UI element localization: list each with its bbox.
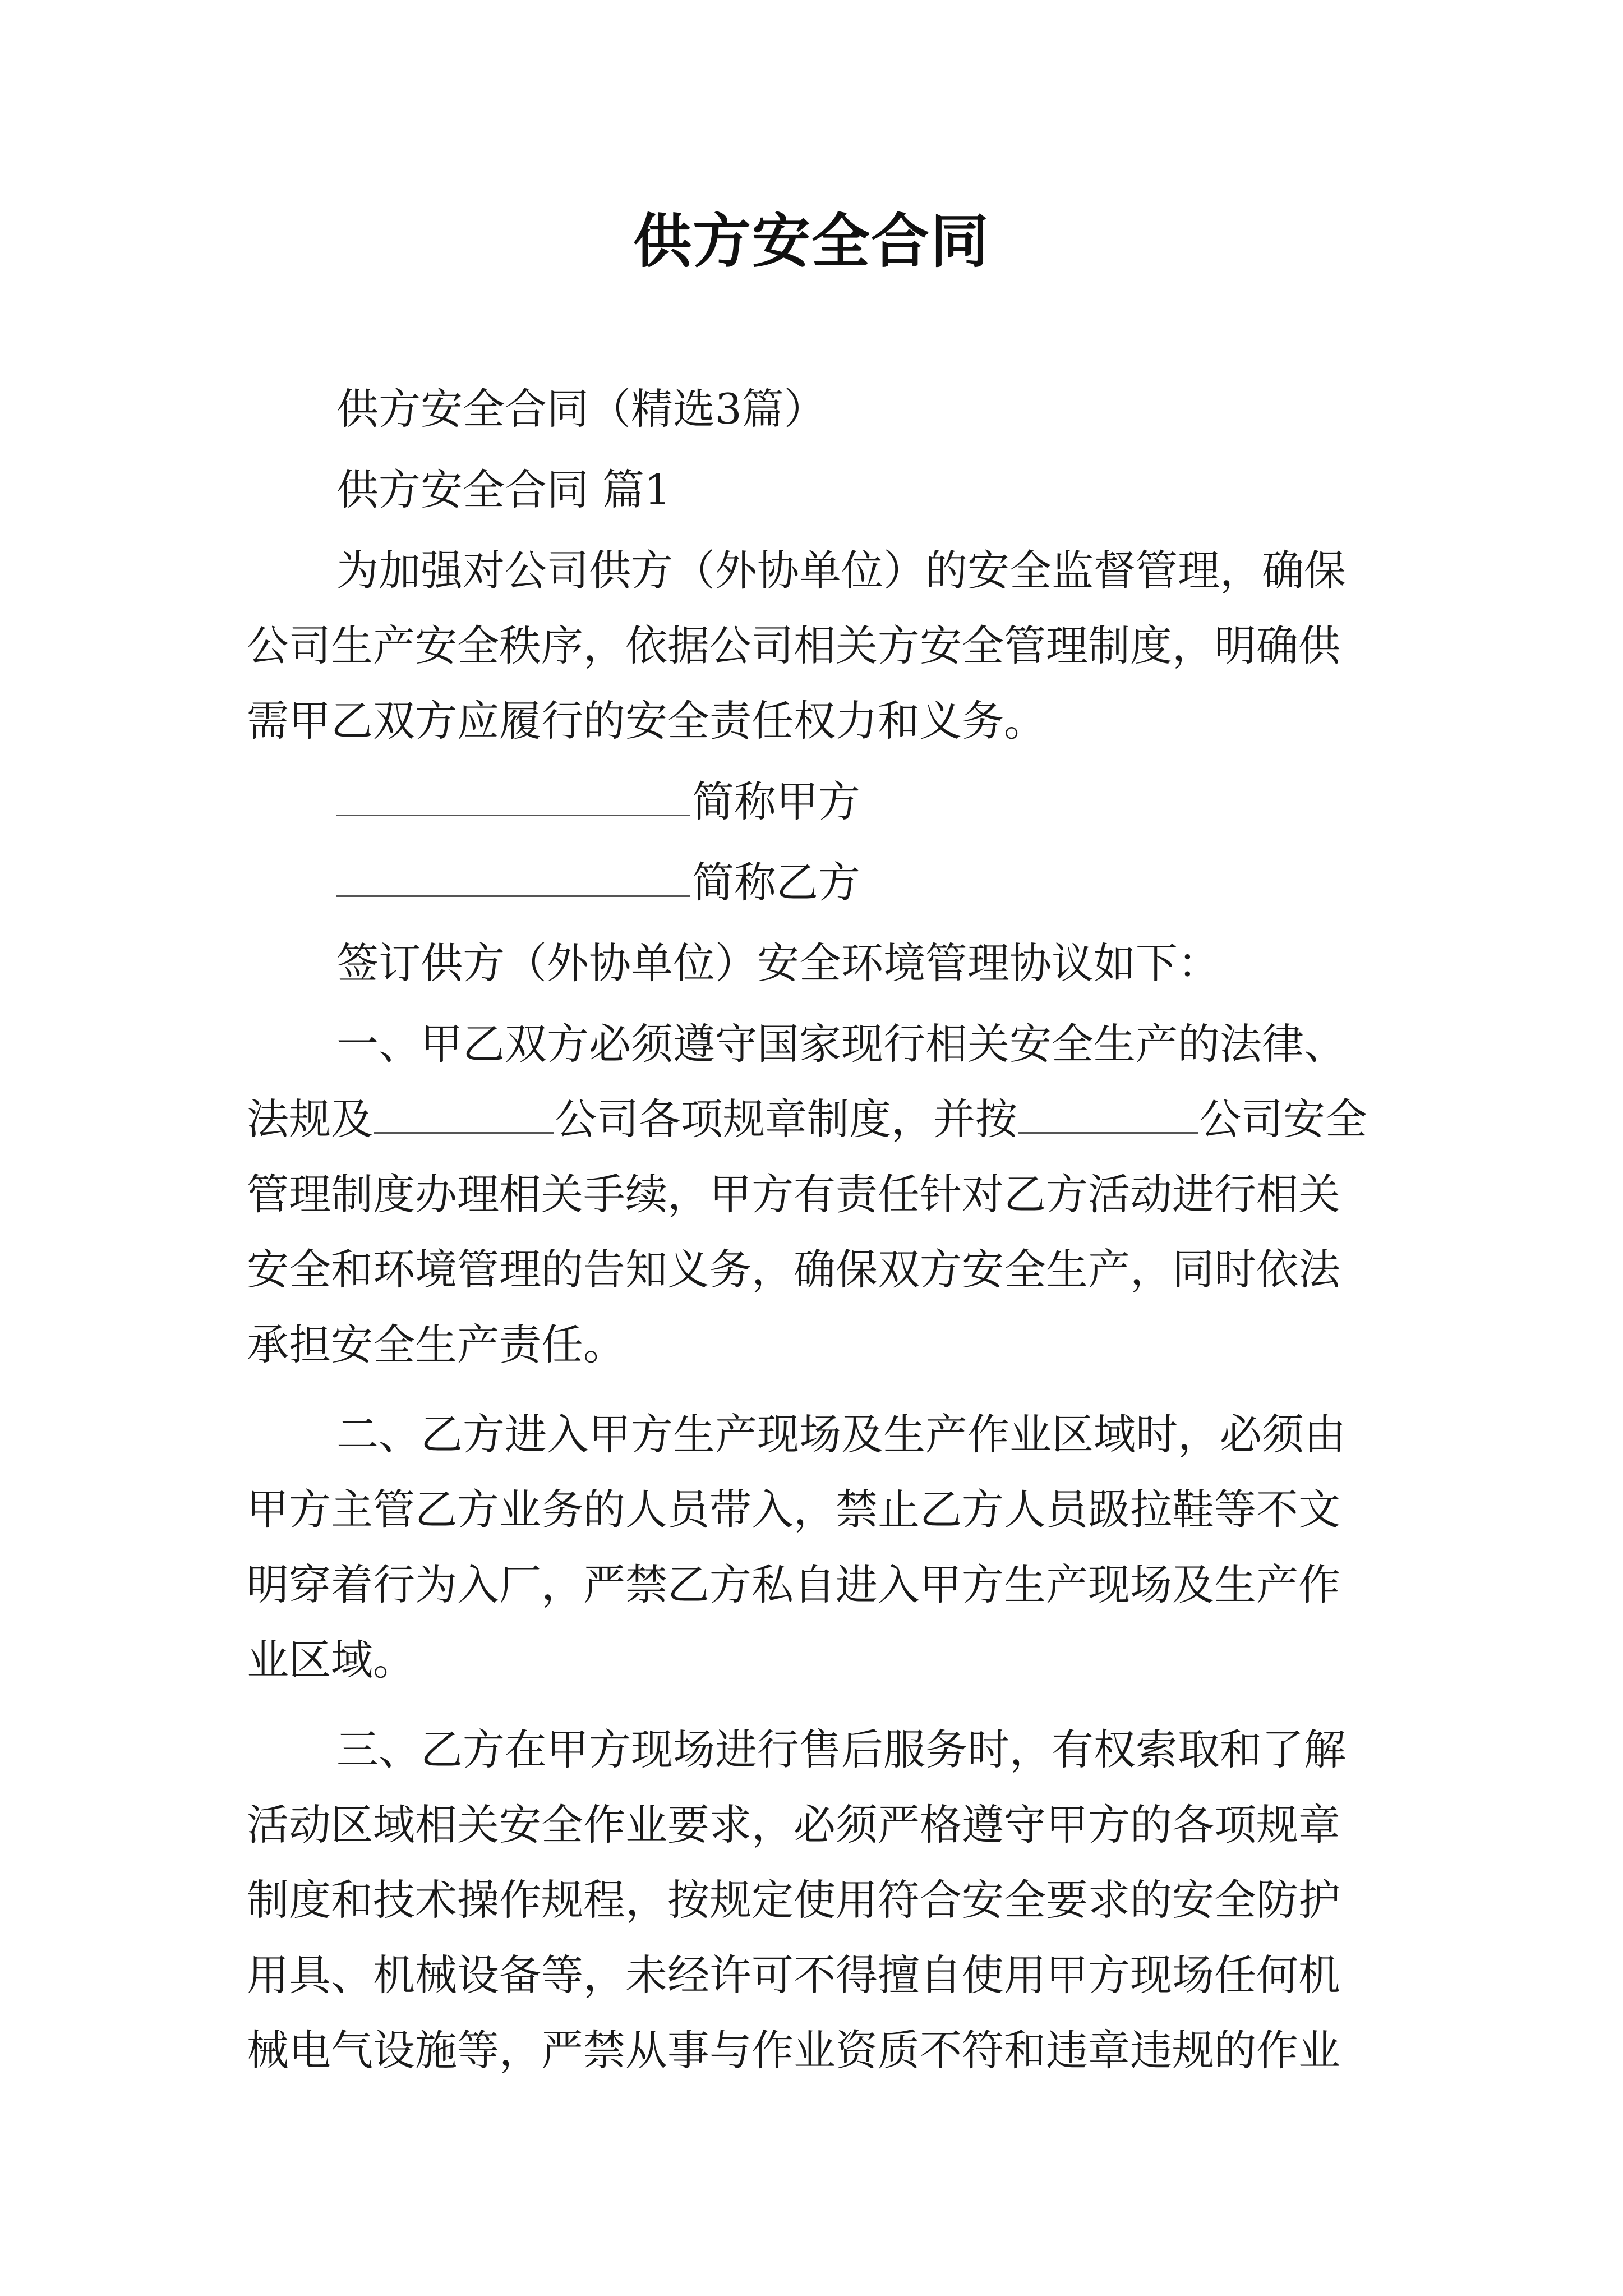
- clause-1-part-3: 公司安全管理制度办理相关手续，甲方有责任针对乙方活动进行相关安全和环境管理的告知义务，确保双方安全生产，同时依法承担安全生产责任。: [247, 1094, 1368, 1369]
- document-title: 供方安全合同: [633, 206, 990, 275]
- party-a-label: 简称甲方: [692, 777, 861, 826]
- party-b-blank: [336, 856, 690, 897]
- intro-paragraph: 为加强对公司供方（外协单位）的安全监督管理，确保公司生产安全秩序，依据公司相关方安全管理制度，明确供需甲乙双方应履行的安全责任权力和义务。: [247, 546, 1347, 746]
- clause-1-blank-2: [1018, 1093, 1198, 1134]
- agreement-lead: 签订供方（外协单位）安全环境管理协议如下：: [336, 938, 1220, 988]
- document-body: [247, 371, 1380, 2088]
- party-b-line: [247, 845, 1380, 920]
- clause-1-blank-1: [374, 1093, 554, 1134]
- clause-1: [247, 1006, 1380, 1382]
- section-heading: 供方安全合同 篇1: [336, 465, 671, 514]
- party-a-blank: [336, 775, 690, 816]
- clause-3: 三、乙方在甲方现场进行售后服务时，有权索取和了解活动区域相关安全作业要求，必须严格遵守甲方的各项规章制度和技术操作规程，按规定使用符合安全要求的安全防护用具、机械设备等，未经许可不得擅自使用甲方现场任何机械电气设施等，严禁从事与作业资质不符和违章违规的作业: [247, 1725, 1347, 2075]
- clause-2: 二、乙方进入甲方生产现场及生产作业区域时，必须由甲方主管乙方业务的人员带入，禁止乙方人员趿拉鞋等不文明穿着行为入厂，严禁乙方私自进入甲方生产现场及生产作业区域。: [247, 1410, 1347, 1685]
- clause-1-part-2: 公司各项规章制度，并按: [555, 1094, 1018, 1144]
- party-b-label: 简称乙方: [692, 858, 861, 907]
- subtitle: 供方安全合同（精选3篇）: [336, 384, 826, 434]
- clause-1-part-1: 一、甲乙双方必须遵守国家现行相关安全生产的法律、法规及: [247, 1019, 1347, 1144]
- party-a-line: [247, 764, 1380, 839]
